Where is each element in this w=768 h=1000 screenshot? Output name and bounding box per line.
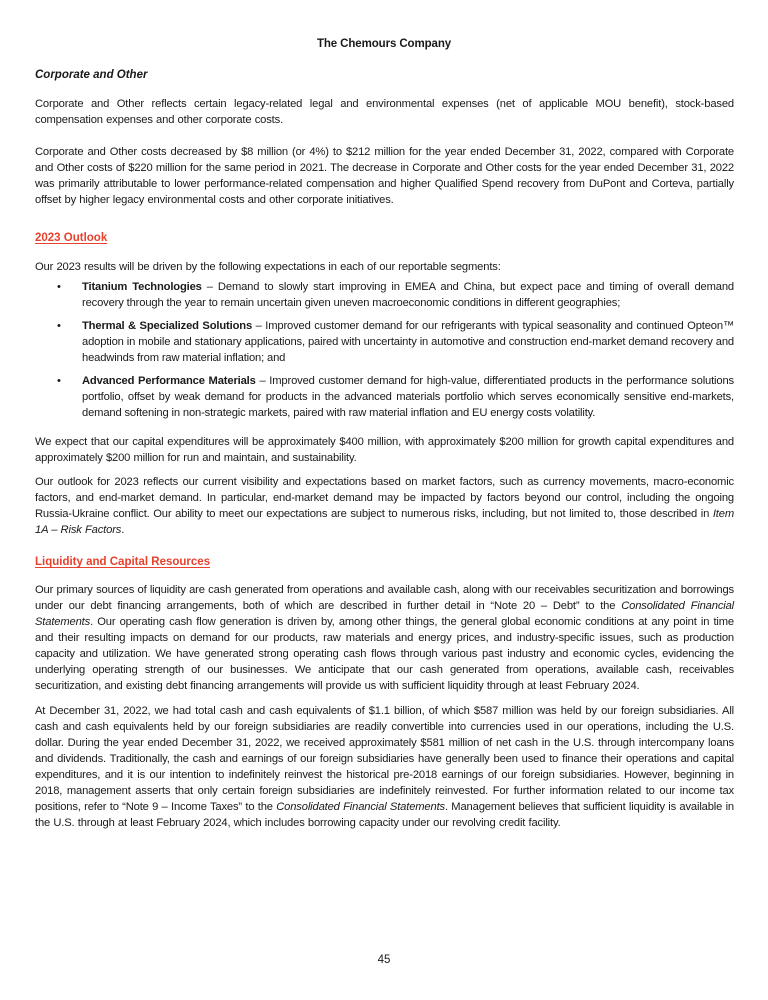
bullet-text: – Demand to slowly start improving in EMEA and China, but expect pace and timing of overall demand recovery through the year to remain uncertain given uneven macroeconomic conditions in different geographies; — [82, 281, 734, 309]
capex-paragraph: We expect that our capital expenditures will be approximately $400 million, with approximately $200 million for growth capital expenditures and approximately $200 million for run and maintain, and sustainability. — [35, 436, 734, 464]
liquidity-paragraph-1 — [35, 582, 734, 694]
bullet-titanium-technologies — [35, 279, 734, 311]
company-header: The Chemours Company — [316, 38, 452, 50]
liquidity-text: At December 31, 2022, we had total cash and cash equivalents of $1.1 billion, of which $587 million was held by our foreign subsidiaries. All cash and cash equivalents held by our foreign subsidiaries are readily convertible into currencies used in our operations, including the U.S. dollar. During the year ended December 31, 2022, we received approximately $581 million of net cash in the U.S. through intercompany loans and dividends. Traditionally, the cash and earnings of our foreign subsidiaries have generally been used to finance their operations and capital expenditures, and it is our intention to indefinitely reinvest the historical pre-2018 earnings of our foreign subsidiaries. However, beginning in 2018, management asserts that only certain foreign subsidiaries are indefinitely reinvested. For further information related to our income tax positions, refer to “Note 9 – Income Taxes” to the — [35, 705, 734, 813]
bullet-text: – Improved customer demand for our refrigerants with typical seasonality and continued Opteon™ adoption in mobile and stationary applications, paired with uncertainty in automotive and construction end-market demand recovery and headwinds from raw material inflation; and — [82, 320, 734, 364]
liquidity-text-cont: . Management believes that sufficient liquidity is available in the U.S. through at least February 2024, which includes borrowing capacity under our revolving credit facility. — [35, 801, 734, 829]
bullet-icon: • — [57, 375, 61, 387]
bullet-icon: • — [57, 281, 61, 293]
liquidity-text: Our primary sources of liquidity are cash generated from operations and available cash, along with our receivables securitization and borrowings under our debt financing arrangements, both of which are described in further detail in “Note 20 – Debt” to the — [35, 584, 734, 612]
liquidity-text-cont: . Our operating cash flow generation is driven by, among other things, the general global economic conditions at any point in time and their resulting impacts on demand for our products, raw materials and energy prices, and industry-specific issues, such as production capacity and utilization. We have generated strong operating cash flows through various past industry and economic cycles, evidencing the underlying operating strength of our businesses. We anticipate that our cash generated from operations, available cash, receivables securitization, and existing debt financing arrangements will provide us with sufficient liquidity through at least February 2024. — [35, 616, 734, 692]
outlook-bullet-list — [35, 279, 734, 428]
bullet-title: Titanium Technologies — [82, 281, 202, 293]
bullet-title: Advanced Performance Materials — [82, 375, 256, 387]
corporate-other-paragraph-1: Corporate and Other reflects certain legacy-related legal and environmental expenses (net of applicable MOU benefit), stock-based compensation expenses and other corporate costs. — [35, 98, 734, 126]
bullet-advanced-performance-materials — [35, 373, 734, 421]
financial-statements-reference: Consolidated Financial Statements — [276, 801, 445, 813]
outlook-heading: 2023 Outlook — [35, 232, 108, 244]
bullet-icon: • — [57, 320, 61, 332]
bullet-title: Thermal & Specialized Solutions — [82, 320, 253, 332]
liquidity-heading: Liquidity and Capital Resources — [35, 556, 211, 568]
outlook-paragraph — [35, 474, 734, 538]
outlook-text-end: . — [121, 524, 125, 536]
bullet-thermal-specialized-solutions — [35, 318, 734, 366]
corporate-other-paragraph-2: Corporate and Other costs decreased by $8 million (or 4%) to $212 million for the year ended December 31, 2022, compared with Corporate and Other costs of $220 million for the same period in 2021. The decrease in Corporate and Other costs for the year ended December 31, 2022 was primarily attributable to lower performance-related compensation and higher Qualified Spend recovery from DuPont and Corteva, partially offset by higher legacy environmental costs and other corporate initiatives. — [35, 146, 734, 206]
bullet-text: – Improved customer demand for high-value, differentiated products in the performance solutions portfolio, offset by weak demand for products in the advanced materials portfolio which serves economically sensitive end-markets, demand softening in non-strategic markets, paired with raw material inflation and EU energy costs volatility. — [82, 375, 734, 419]
outlook-text: Our outlook for 2023 reflects our current visibility and expectations based on market factors, such as currency movements, macro-economic factors, and end-market demand. In particular, end-market demand may be impacted by factors beyond our control, including the ongoing Russia-Ukraine conflict. Our ability to meet our expectations are subject to numerous risks, including, but not limited to, those described in — [35, 476, 734, 520]
financial-statements-reference: Consolidated Financial Statements — [35, 600, 735, 628]
liquidity-paragraph-2 — [35, 703, 734, 831]
page-number: 45 — [377, 954, 391, 966]
outlook-intro: Our 2023 results will be driven by the following expectations in each of our reportable segments: — [35, 261, 501, 273]
risk-factors-reference: Item 1A – Risk Factors — [35, 508, 734, 536]
corporate-other-heading: Corporate and Other — [35, 69, 148, 81]
